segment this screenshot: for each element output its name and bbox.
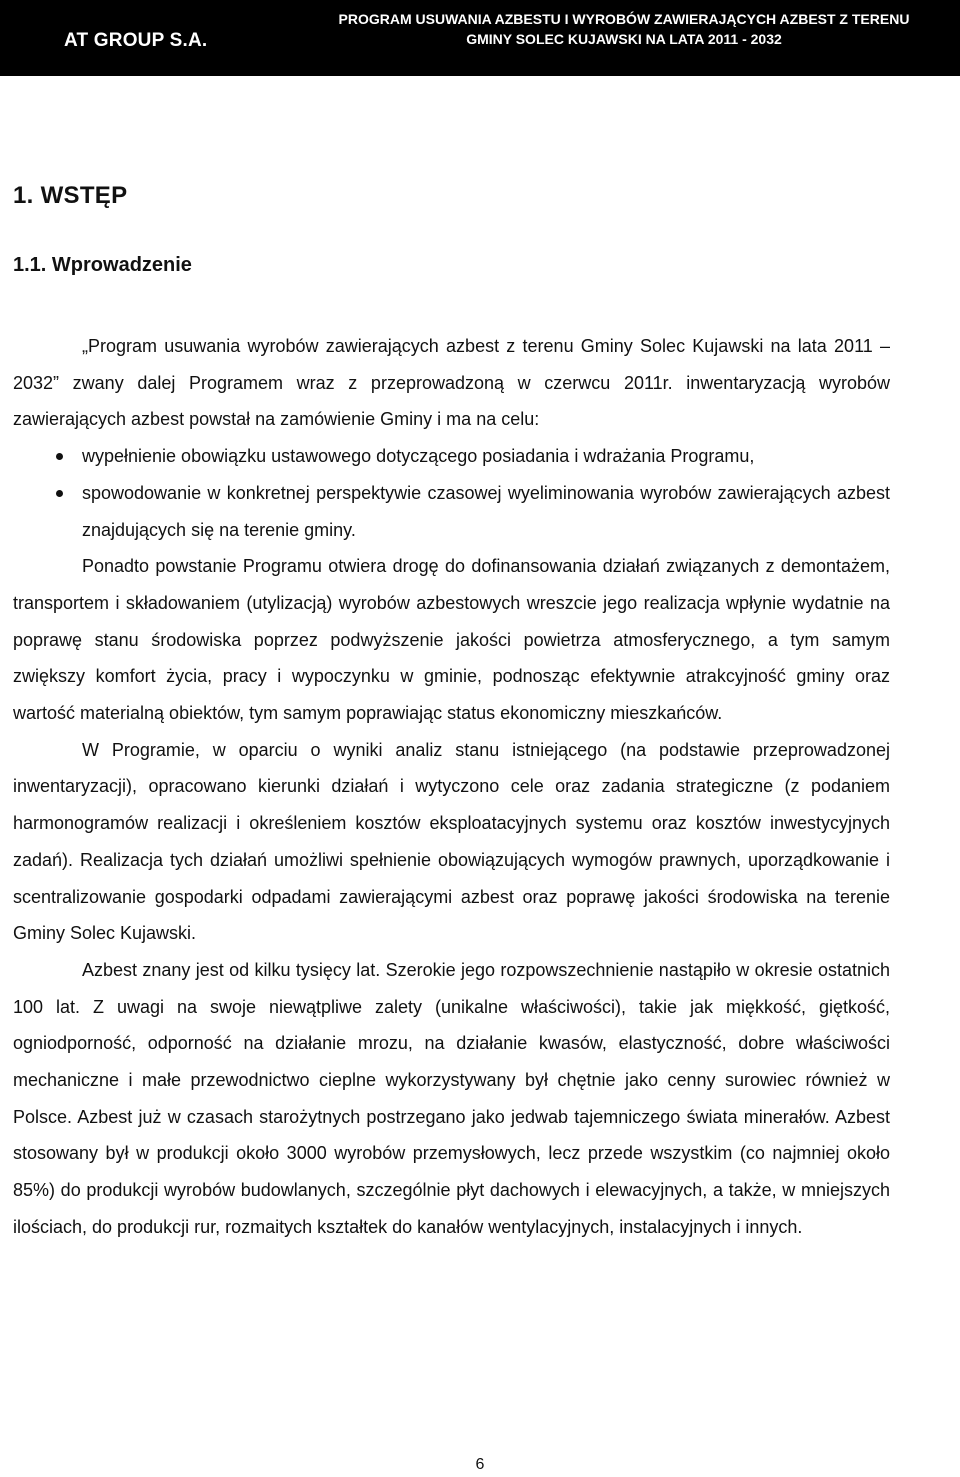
list-item — [13, 438, 890, 475]
paragraph-2: Ponadto powstanie Programu otwiera drogę do dofinansowania działań związanych z demontażem, transportem i składowaniem (utylizacją) wyrobów azbestowych wreszcie jego realizacja wpłynie wydatnie na poprawę stanu środowiska poprzez podwyższenie jakości powietrza atmosferycznego, a tym samym zwiększy komfort życia, pracy i wypoczynku w gminie, podnosząc efektywnie atrakcyjność gminy oraz wartość materialną obiektów, tym samym poprawiając status ekonomiczny mieszkańców. — [13, 556, 890, 724]
document-body — [13, 328, 890, 1246]
bullet-icon — [56, 453, 63, 460]
subsection-heading: 1.1. Wprowadzenie — [13, 254, 192, 276]
list-item — [13, 475, 890, 548]
page-number: 6 — [475, 1456, 485, 1473]
company-name: AT GROUP S.A. — [0, 0, 290, 76]
list-item-text: wypełnienie obowiązku ustawowego dotyczącego posiadania i wdrażania Programu, — [82, 446, 755, 467]
program-title-line2: GMINY SOLEC KUJAWSKI NA LATA 2011 - 2032 — [466, 31, 782, 47]
page-header — [0, 0, 960, 76]
program-title — [290, 0, 960, 76]
bullet-icon — [56, 490, 63, 497]
list-item-text: spowodowanie w konkretnej perspektywie czasowej wyeliminowania wyrobów zawierających azbest znajdujących się na terenie gminy. — [82, 482, 890, 540]
paragraph-4: Azbest znany jest od kilku tysięcy lat. Szerokie jego rozpowszechnienie nastąpiło w okresie ostatnich 100 lat. Z uwagi na swoje niewątpliwe zalety (unikalne właściwości), takie jak miękkość, giętkość, ogniodporność, odporność na działanie mrozu, na działanie kwasów, elastyczność, dobre właściwości mechaniczne i małe przewodnictwo cieplne wykorzystywany był chętnie jako cenny surowiec również w Polsce. Azbest już w czasach starożytnych postrzegano jako jedwab tajemniczego świata minerałów. Azbest stosowany był w produkcji około 3000 wyrobów przemysłowych, lecz przede wszystkim (co najmniej około 85%) do produkcji wyrobów budowlanych, szczególnie płyt dachowych i elewacyjnych, a także, w mniejszych ilościach, do produkcji rur, rozmaitych kształtek do kanałów wentylacyjnych, instalacyjnych i innych. — [13, 959, 890, 1237]
program-title-line1: PROGRAM USUWANIA AZBESTU I WYROBÓW ZAWIERAJĄCYCH AZBEST Z TERENU — [338, 11, 910, 27]
goals-list — [13, 438, 890, 548]
paragraph-3: W Programie, w oparciu o wyniki analiz stanu istniejącego (na podstawie przeprowadzonej inwentaryzacji), opracowano kierunki działań i wytyczono cele oraz zadania strategiczne (z podaniem harmonogramów realizacji i określeniem kosztów eksploatacyjnych systemu oraz kosztów inwestycyjnych zadań). Realizacja tych działań umożliwi spełnienie obowiązujących wymogów prawnych, uporządkowanie i scentralizowanie gospodarki odpadami zawierającymi azbest oraz poprawę jakości środowiska na terenie Gminy Solec Kujawski. — [13, 739, 890, 944]
section-heading: 1. WSTĘP — [13, 182, 128, 209]
intro-paragraph: „Program usuwania wyrobów zawierających azbest z terenu Gminy Solec Kujawski na lata 2011 – 2032” zwany dalej Programem wraz z przeprowadzoną w czerwcu 2011r. inwentaryzacją wyrobów zawierających azbest powstał na zamówienie Gminy i ma na celu: — [13, 336, 890, 430]
